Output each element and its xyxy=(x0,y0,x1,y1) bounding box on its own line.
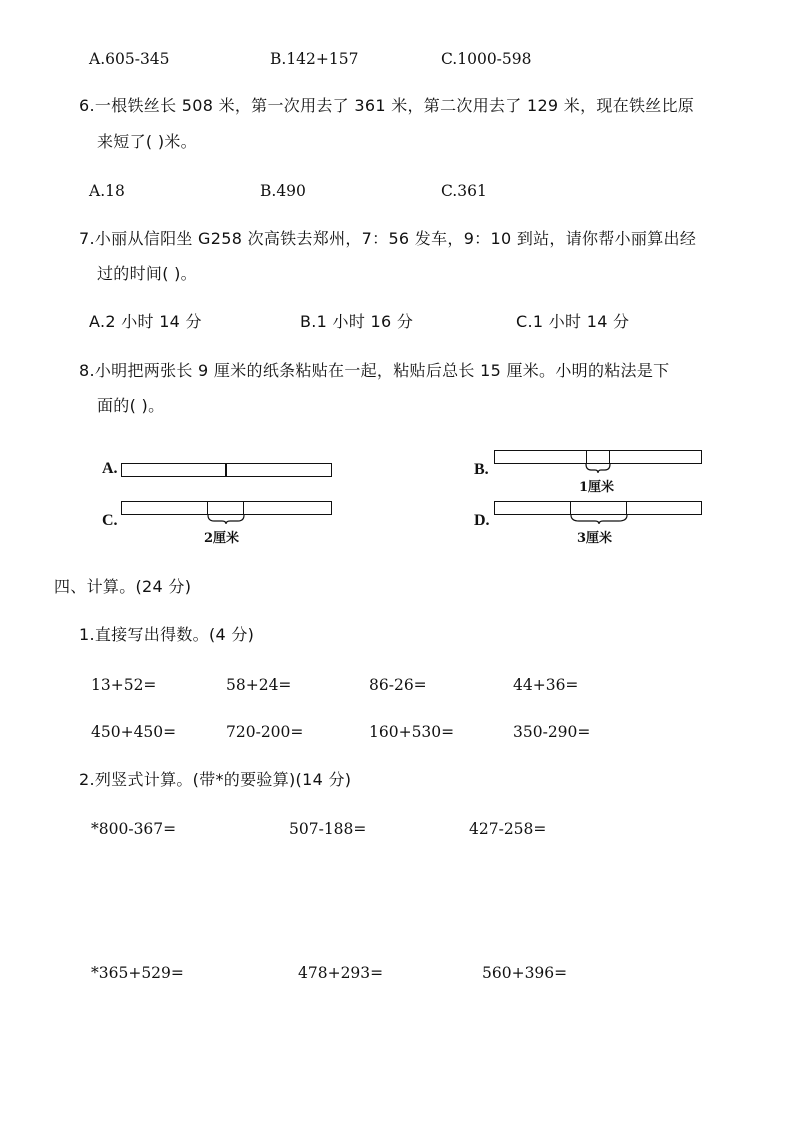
q7-option-a: A.2 小时 14 分 xyxy=(89,312,202,331)
q7-option-b: B.1 小时 16 分 xyxy=(300,312,414,331)
vertical-calc-item: *800-367= xyxy=(91,820,177,838)
figure-c-overlap xyxy=(207,501,244,515)
figure-d-measure: 3厘米 xyxy=(577,531,613,546)
figure-a-joint xyxy=(225,463,227,477)
oral-calc-item: 160+530= xyxy=(369,723,455,741)
figure-b-measure: 1厘米 xyxy=(579,480,615,495)
q6-text-line2: 来短了( )米。 xyxy=(97,132,197,151)
oral-calc-item: 86-26= xyxy=(369,676,427,694)
section4-part2-title: 2.列竖式计算。(带*的要验算)(14 分) xyxy=(79,770,352,789)
q6-option-b: B.490 xyxy=(260,182,306,200)
q5-option-c: C.1000-598 xyxy=(441,50,532,68)
section4-part1-title: 1.直接写出得数。(4 分) xyxy=(79,625,255,644)
figure-c-measure: 2厘米 xyxy=(204,531,240,546)
q5-option-a: A.605-345 xyxy=(89,50,170,68)
q7-text-line1: 7.小丽从信阳坐 G258 次高铁去郑州，7：56 发车，9：10 到站，请你帮小丽算出经 xyxy=(79,229,697,248)
oral-calc-item: 450+450= xyxy=(91,723,177,741)
q8-text-line1: 8.小明把两张长 9 厘米的纸条粘贴在一起，粘贴后总长 15 厘米。小明的粘法是下 xyxy=(79,361,670,380)
figure-b-label: B. xyxy=(474,461,489,478)
vertical-calc-item: 427-258= xyxy=(469,820,547,838)
figure-c-label: C. xyxy=(102,512,118,529)
figure-c-brace xyxy=(204,515,248,525)
q5-option-b: B.142+157 xyxy=(270,50,359,68)
oral-calc-item: 58+24= xyxy=(226,676,292,694)
oral-calc-item: 44+36= xyxy=(513,676,579,694)
q8-text-line2: 面的( )。 xyxy=(97,396,165,415)
vertical-calc-item: 478+293= xyxy=(298,964,384,982)
oral-calc-item: 720-200= xyxy=(226,723,304,741)
section4-heading: 四、计算。(24 分) xyxy=(54,577,192,596)
vertical-calc-item: 507-188= xyxy=(289,820,367,838)
figure-d-label: D. xyxy=(474,512,490,529)
figure-a-label: A. xyxy=(102,460,118,477)
q6-option-c: C.361 xyxy=(441,182,487,200)
q6-option-a: A.18 xyxy=(89,182,125,200)
figure-b-brace xyxy=(583,464,613,474)
q7-option-c: C.1 小时 14 分 xyxy=(516,312,630,331)
figure-d-brace xyxy=(567,515,631,525)
figure-b-overlap xyxy=(586,450,610,464)
vertical-calc-item: *365+529= xyxy=(91,964,184,982)
q7-text-line2: 过的时间( )。 xyxy=(97,264,197,283)
oral-calc-item: 13+52= xyxy=(91,676,157,694)
q6-text-line1: 6.一根铁丝长 508 米，第一次用去了 361 米，第二次用去了 129 米，现在铁丝比原 xyxy=(79,96,695,115)
vertical-calc-item: 560+396= xyxy=(482,964,568,982)
figure-a-strip xyxy=(121,463,332,477)
oral-calc-item: 350-290= xyxy=(513,723,591,741)
figure-d-overlap xyxy=(570,501,627,515)
